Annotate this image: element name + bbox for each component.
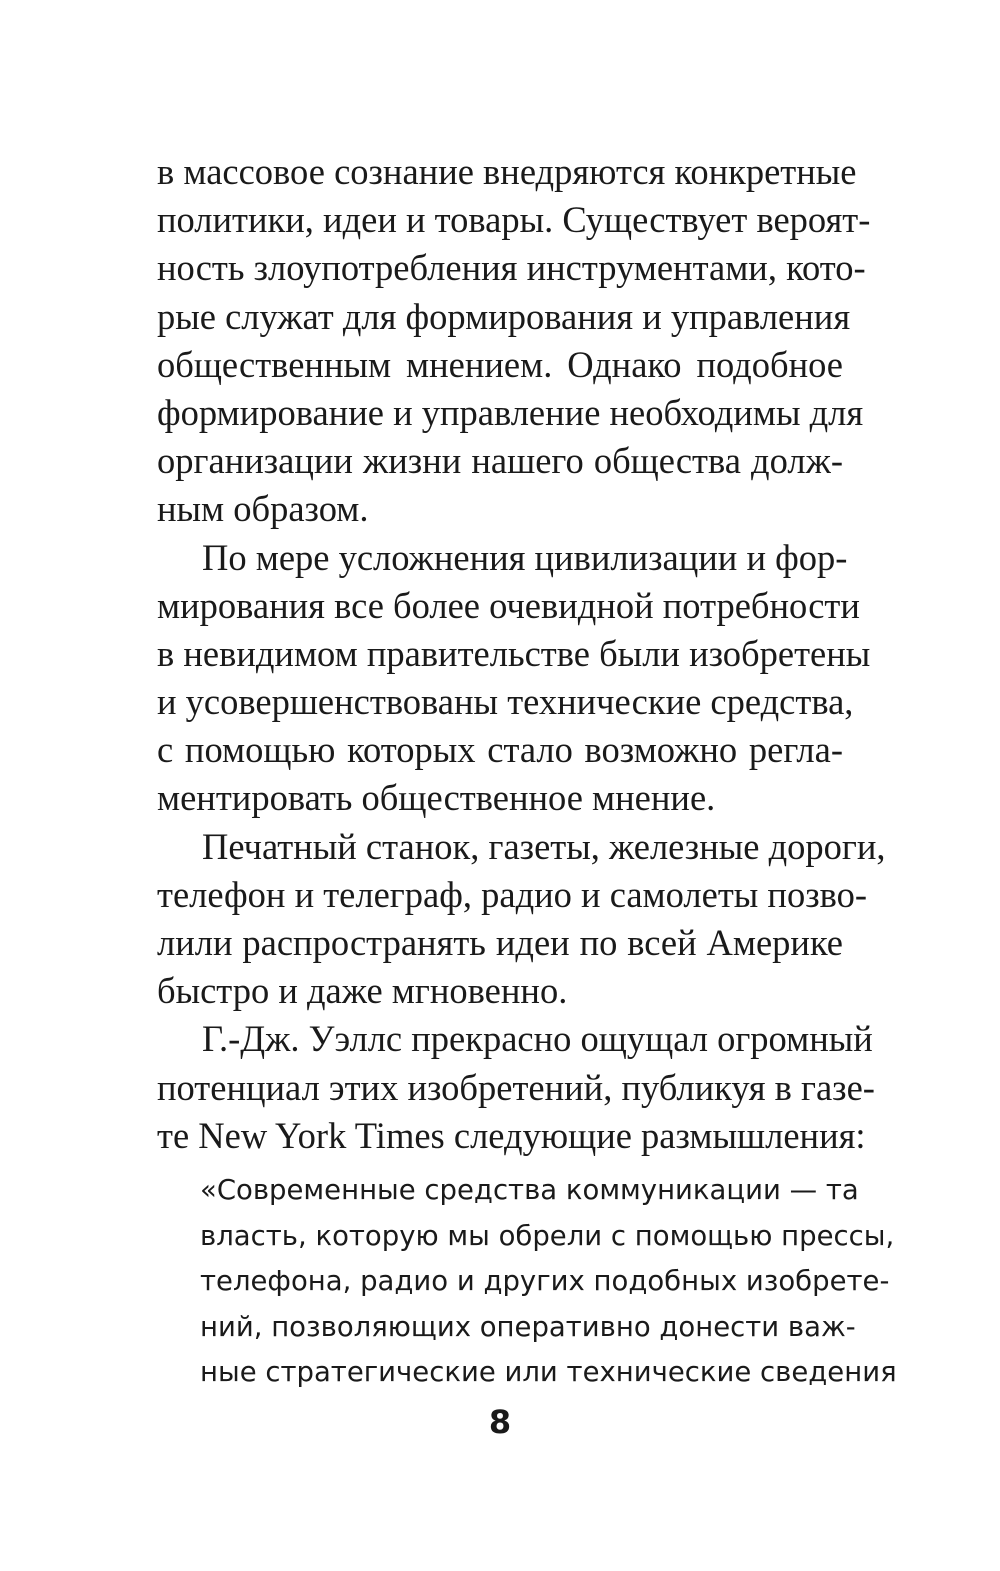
body-text	[157, 148, 886, 1160]
paragraph-2	[157, 534, 871, 823]
paragraph-4	[157, 1015, 875, 1160]
text-line: политики, идеи и товары. Существует вероят-	[157, 199, 871, 241]
quote-line: «Современные средства коммуникации — та	[200, 1174, 859, 1206]
paragraph-1	[157, 148, 871, 534]
text-line: с помощью которых стало возможно регла-	[157, 729, 843, 771]
paragraph-3	[157, 823, 886, 1016]
text-line: ментировать общественное мнение.	[157, 777, 716, 819]
text-line: ным образом.	[157, 488, 369, 530]
text-line: общественным мнением. Однако подобное	[157, 343, 843, 385]
text-line: мирования все более очевидной потребности	[157, 584, 860, 626]
page-number: 8	[488, 1403, 512, 1441]
quote-line: телефона, радио и других подобных изобрете-	[200, 1265, 890, 1297]
text-line: и усовершенствованы технические средства,	[157, 681, 854, 723]
quote-line: власть, которую мы обрели с помощью прессы,	[200, 1219, 895, 1252]
text-line: потенциал этих изобретений, публикуя в газе-	[157, 1066, 875, 1108]
block-quote	[200, 1168, 897, 1396]
text-line: в невидимом правительстве были изобретены	[157, 632, 871, 674]
text-line: ность злоупотребления инструментами, кото-	[157, 247, 866, 289]
text-line: По мере усложнения цивилизации и фор-	[202, 536, 848, 578]
text-line: в массовое сознание внедряются конкретные	[157, 151, 857, 192]
text-line: лили распространять идеи по всей Америке	[157, 922, 843, 963]
text-line: рые служат для формирования и управления	[157, 295, 851, 337]
quote-line: ные стратегические или технические сведения	[200, 1356, 897, 1388]
text-line: формирование и управление необходимы для	[157, 391, 864, 433]
text-line: Печатный станок, газеты, железные дороги,	[202, 825, 886, 867]
text-line: быстро и даже мгновенно.	[157, 970, 568, 1012]
text-line: Г.-Дж. Уэллс прекрасно ощущал огромный	[202, 1018, 873, 1060]
quote-line: ний, позволяющих оперативно донести важ-	[200, 1310, 856, 1343]
text-line: организации жизни нашего общества долж-	[157, 440, 843, 482]
text-line: телефон и телеграф, радио и самолеты позво-	[157, 873, 868, 915]
text-line: те New York Times следующие размышления:	[157, 1114, 866, 1156]
